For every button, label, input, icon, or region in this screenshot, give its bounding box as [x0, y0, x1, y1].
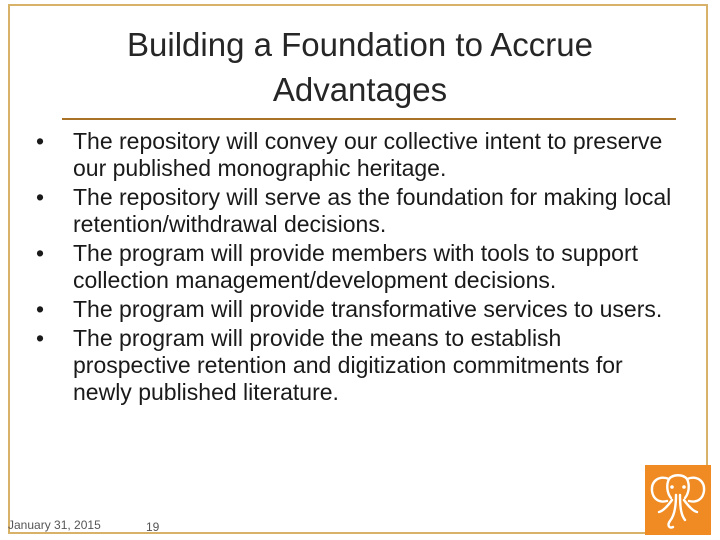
bullet-text: The program will provide the means to establish prospective retention and digitization commitments for newly published literature.: [73, 325, 623, 405]
bullet-text: The program will provide members with tools to support collection management/development decisions.: [73, 240, 639, 293]
bullet-text: The repository will convey our collective intent to preserve our published monographic heritage.: [73, 128, 663, 181]
bullet-item: [30, 184, 680, 238]
bullet-item: [30, 240, 680, 294]
bullet-text: The repository will serve as the foundation for making local retention/withdrawal decisions.: [73, 184, 672, 237]
bullet-item: [30, 128, 680, 182]
bullet-item: [30, 296, 680, 323]
footer-date: January 31, 2015: [8, 518, 101, 532]
title-line-2: Advantages: [272, 71, 448, 108]
bullet-dot: •: [35, 240, 45, 266]
bullet-dot: •: [35, 128, 45, 154]
elephant-icon: [645, 465, 711, 535]
bullet-text: The program will provide transformative services to users.: [73, 296, 663, 322]
bullet-dot: •: [35, 325, 45, 351]
elephant-logo-icon: [645, 465, 711, 535]
bullet-list: [30, 128, 680, 408]
bullet-item: [30, 325, 680, 406]
bullet-dot: •: [35, 296, 45, 322]
bullet-dot: •: [35, 184, 45, 210]
page-number: 19: [146, 520, 160, 534]
slide-title: [60, 22, 660, 112]
title-line-1: Building a Foundation to Accrue: [127, 26, 593, 63]
title-divider: [62, 118, 676, 120]
